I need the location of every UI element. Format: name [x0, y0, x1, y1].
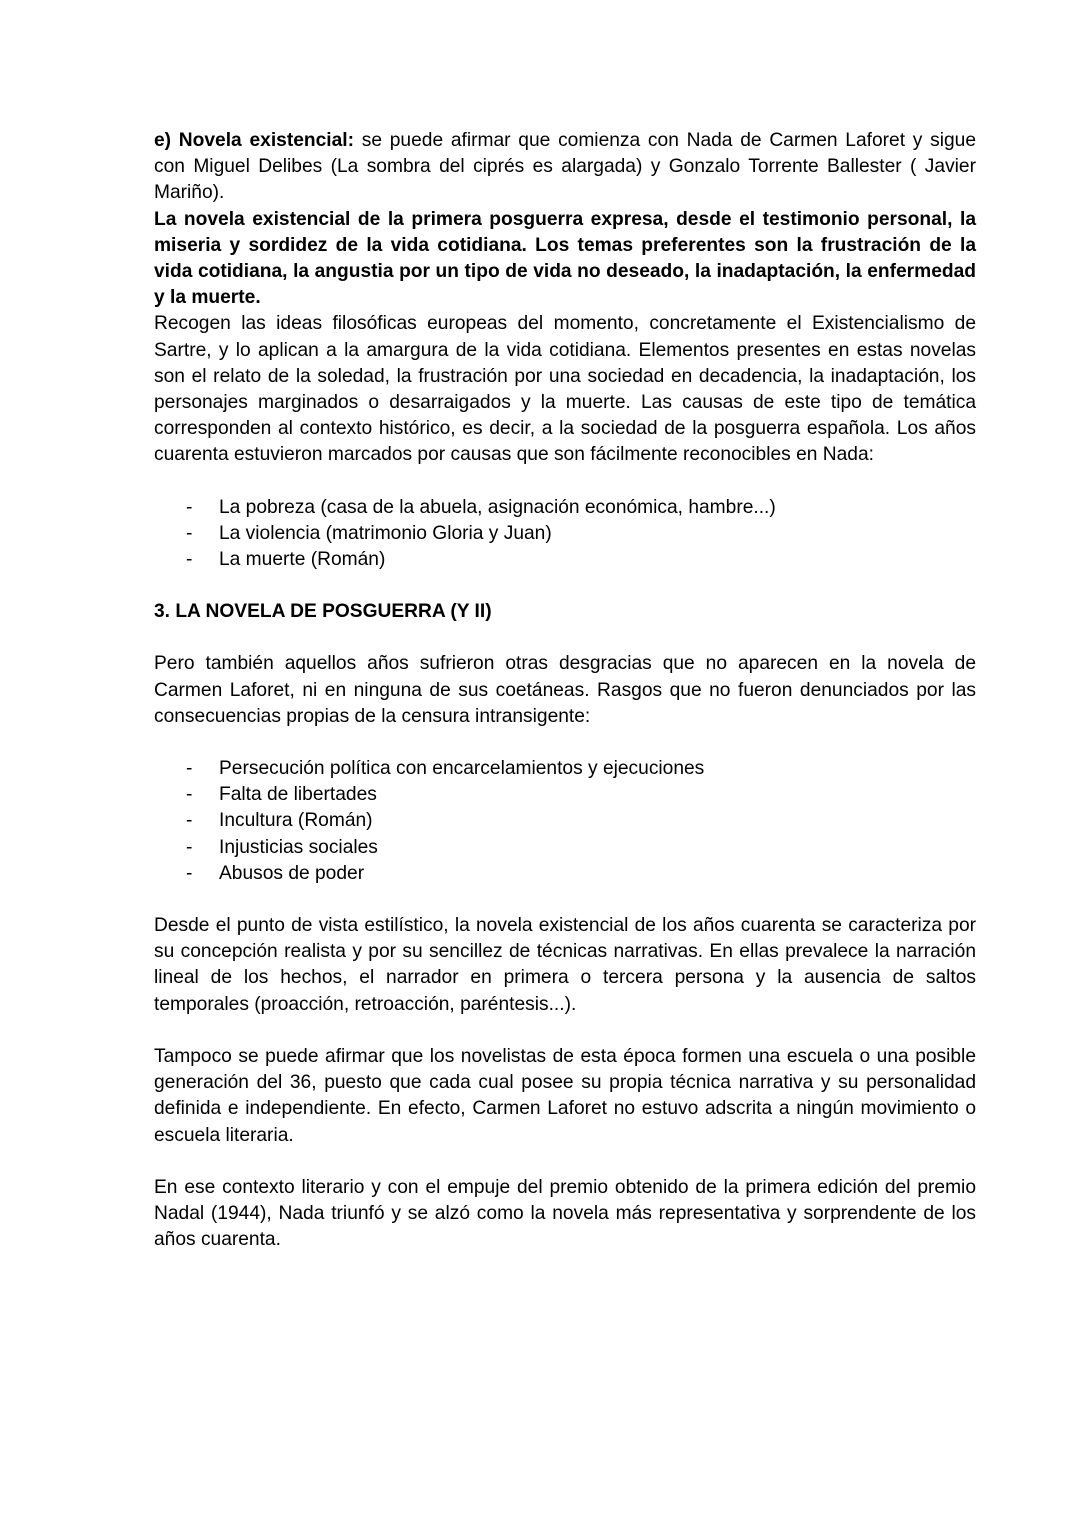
intro-paragraph [154, 128, 976, 207]
list-item [186, 521, 976, 547]
list-item [186, 756, 976, 782]
document-page [154, 128, 976, 1253]
list-item-text: Incultura (Román) [219, 810, 373, 832]
list-item [186, 547, 976, 573]
spacer [154, 887, 976, 913]
list-item-text: Persecución política con encarcelamientos y ejecuciones [219, 758, 705, 780]
intro-text: se puede afirmar que comienza con Nada de Carmen Laforet y sigue con Miguel Delibes (La sombra del ciprés es alargada) y Gonzalo Torrente Ballester ( Javier Mariño). [154, 130, 976, 204]
paragraph-censorship: Pero también aquellos años sufrieron otras desgracias que no aparecen en la novela de Carmen Laforet, ni en ninguna de sus coetáneas. Rasgos que no fueron denunciados por las consecuencias propias de la censura intransigente: [154, 653, 976, 727]
list-bullet: - [186, 862, 193, 884]
spacer [154, 625, 976, 651]
spacer [154, 1149, 976, 1175]
list-bullet: - [186, 496, 193, 518]
intro-lead: e) Novela existencial: [154, 130, 354, 151]
list-item-text: La violencia (matrimonio Gloria y Juan) [219, 522, 552, 544]
spacer [154, 730, 976, 756]
list-item-text: La pobreza (casa de la abuela, asignación económica, hambre...) [219, 496, 776, 518]
list-item [186, 861, 976, 887]
bold-summary: La novela existencial de la primera posguerra expresa, desde el testimonio personal, la miseria y sordidez de la vida cotidiana. Los temas preferentes son la frustración de la vida cotidiana, la angustia por un tipo de vida no deseado, la inadaptación, la enfermedad y la muerte. [154, 208, 976, 309]
paragraph-nadal: En ese contexto literario y con el empuje del premio obtenido de la primera edición del premio Nadal (1944), Nada triunfó y se alzó como la novela más representativa y sorprendente de los años cuarenta. [154, 1176, 976, 1251]
list-bullet: - [186, 810, 193, 832]
list-item-text: La muerte (Román) [219, 549, 386, 571]
paragraph-style: Desde el punto de vista estilístico, la novela existencial de los años cuarenta se caracteriza por su concepción realista y por su sencillez de técnicas narrativas. En ellas prevalece la narración lineal de los hechos, el narrador en primera o tercera persona y la ausencia de saltos temporales (proacción, retroacción, paréntesis...). [154, 915, 976, 1015]
list-item-text: Falta de libertades [219, 784, 377, 806]
spacer [154, 573, 976, 599]
list-bullet: - [186, 758, 193, 780]
list-item-text: Abusos de poder [219, 862, 365, 884]
causes-list [154, 495, 976, 574]
list-item [186, 782, 976, 808]
list-item [186, 835, 976, 861]
section-heading: 3. LA NOVELA DE POSGUERRA (Y II) [154, 601, 492, 623]
list-item [186, 495, 976, 521]
spacer [154, 469, 976, 495]
censored-traits-list [154, 756, 976, 887]
list-item [186, 808, 976, 834]
list-bullet: - [186, 784, 193, 806]
paragraph-generation: Tampoco se puede afirmar que los novelistas de esta época formen una escuela o una posible generación del 36, puesto que cada cual posee su propia técnica narrativa y su personalidad definida e independiente. En efecto, Carmen Laforet no estuvo adscrita a ningún movimiento o escuela literaria. [154, 1045, 976, 1146]
spacer [154, 1018, 976, 1044]
list-bullet: - [186, 836, 193, 858]
paragraph-existentialism: Recogen las ideas filosóficas europeas del momento, concretamente el Existencialismo de Sartre, y lo aplican a la amargura de la vida cotidiana. Elementos presentes en estas novelas son el relato de la soledad, la frustración por una sociedad en decadencia, la inadaptación, los personajes marginados o desarraigados y la muerte. Las causas de este tipo de temática corresponden al contexto histórico, es decir, a la sociedad de la posguerra española. Los años cuarenta estuvieron marcados por causas que son fácilmente reconocibles en Nada: [154, 313, 976, 466]
list-bullet: - [186, 549, 193, 571]
list-bullet: - [186, 522, 193, 544]
list-item-text: Injusticias sociales [219, 836, 378, 858]
